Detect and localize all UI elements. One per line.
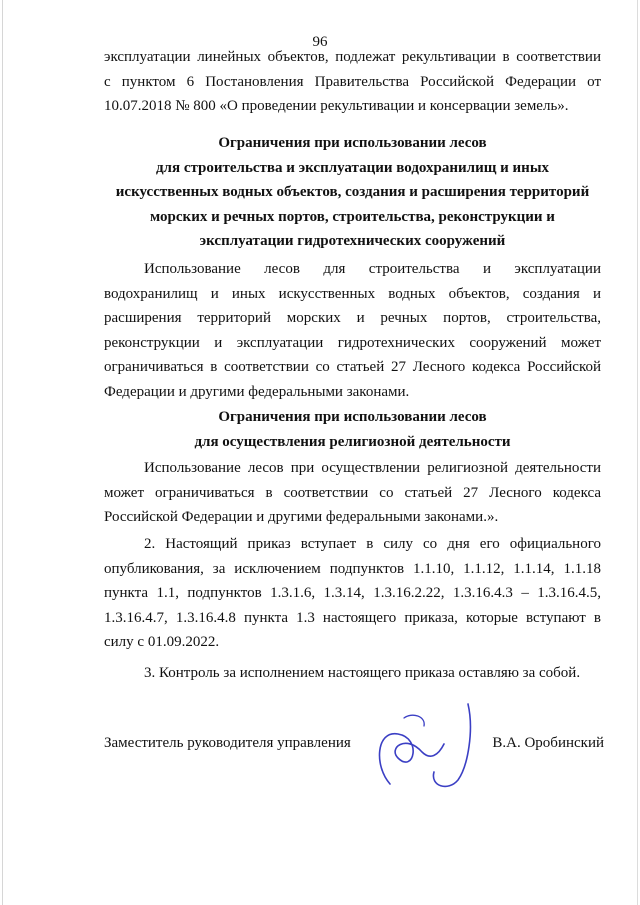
text-line: может ограничиваться в соответствии со статьей 27 Лесного кодекса <box>104 484 601 501</box>
text-line: эксплуатации линейных объектов, подлежат рекультивации в соответствии <box>104 49 601 65</box>
signatory-name: В.А. Оробинский <box>492 735 604 751</box>
paragraph-religious <box>104 456 601 530</box>
text-line: Российской Федерации и другими федеральными законами.». <box>104 509 499 526</box>
section-heading-reservoirs <box>104 131 601 254</box>
heading-line: Ограничения при использовании лесов <box>218 135 487 151</box>
text-line: с пунктом 6 Постановления Правительства Российской Федерации от <box>104 73 601 90</box>
text-line: Использование лесов для строительства и эксплуатации <box>144 261 601 277</box>
text-line: 2. Настоящий приказ вступает в силу со дня его официального <box>144 536 601 552</box>
text-line: 3. Контроль за исполнением настоящего приказа оставляю за собой. <box>144 665 581 681</box>
paragraph-item-2 <box>104 532 601 655</box>
paragraph-intro <box>104 45 601 119</box>
scan-edge-right <box>637 0 638 905</box>
paragraph-item-3 <box>104 661 601 686</box>
handwritten-signature <box>364 700 484 792</box>
heading-line: для осуществления религиозной деятельности <box>194 433 511 450</box>
text-line: 1.3.16.4.7, 1.3.16.4.8 пункта 1.3 настоящего приказа, которые вступают в <box>104 609 601 626</box>
text-line: 10.07.2018 № 800 «О проведении рекультивации и консервации земель». <box>104 98 569 115</box>
text-line: расширения территорий морских и речных портов, строительства, <box>104 310 601 327</box>
paragraph-reservoirs <box>104 257 601 405</box>
scan-edge-left <box>2 0 3 905</box>
text-line: опубликования, за исключением подпунктов 1.1.10, 1.1.12, 1.1.14, 1.1.18 <box>104 560 601 577</box>
text-line: Федерации и другими федеральными законами. <box>104 383 410 400</box>
text-line: водохранилищ и иных искусственных водных объектов, создания и <box>104 285 601 302</box>
text-line: Использование лесов при осуществлении религиозной деятельности <box>144 460 601 476</box>
section-heading-religious <box>104 405 601 454</box>
text-line: реконструкции и эксплуатации гидротехнических сооружений может <box>104 334 601 351</box>
text-line: ограничиваться в соответствии со статьей 27 Лесного кодекса Российской <box>104 359 601 376</box>
page-number: 96 <box>312 34 328 50</box>
text-line: пункта 1.1, подпунктов 1.3.1.6, 1.3.14, 1.3.16.2.22, 1.3.16.4.3 – 1.3.16.4.5, <box>104 585 601 602</box>
text-line: силу с 01.09.2022. <box>104 634 220 651</box>
heading-line: эксплуатации гидротехнических сооружений <box>199 233 506 250</box>
heading-line: для строительства и эксплуатации водохранилищ и иных <box>155 159 550 176</box>
heading-line: искусственных водных объектов, создания и расширения территорий <box>115 184 590 201</box>
heading-line: Ограничения при использовании лесов <box>218 409 487 425</box>
position-title: Заместитель руководителя управления <box>104 735 351 751</box>
heading-line: морских и речных портов, строительства, реконструкции и <box>150 208 555 225</box>
